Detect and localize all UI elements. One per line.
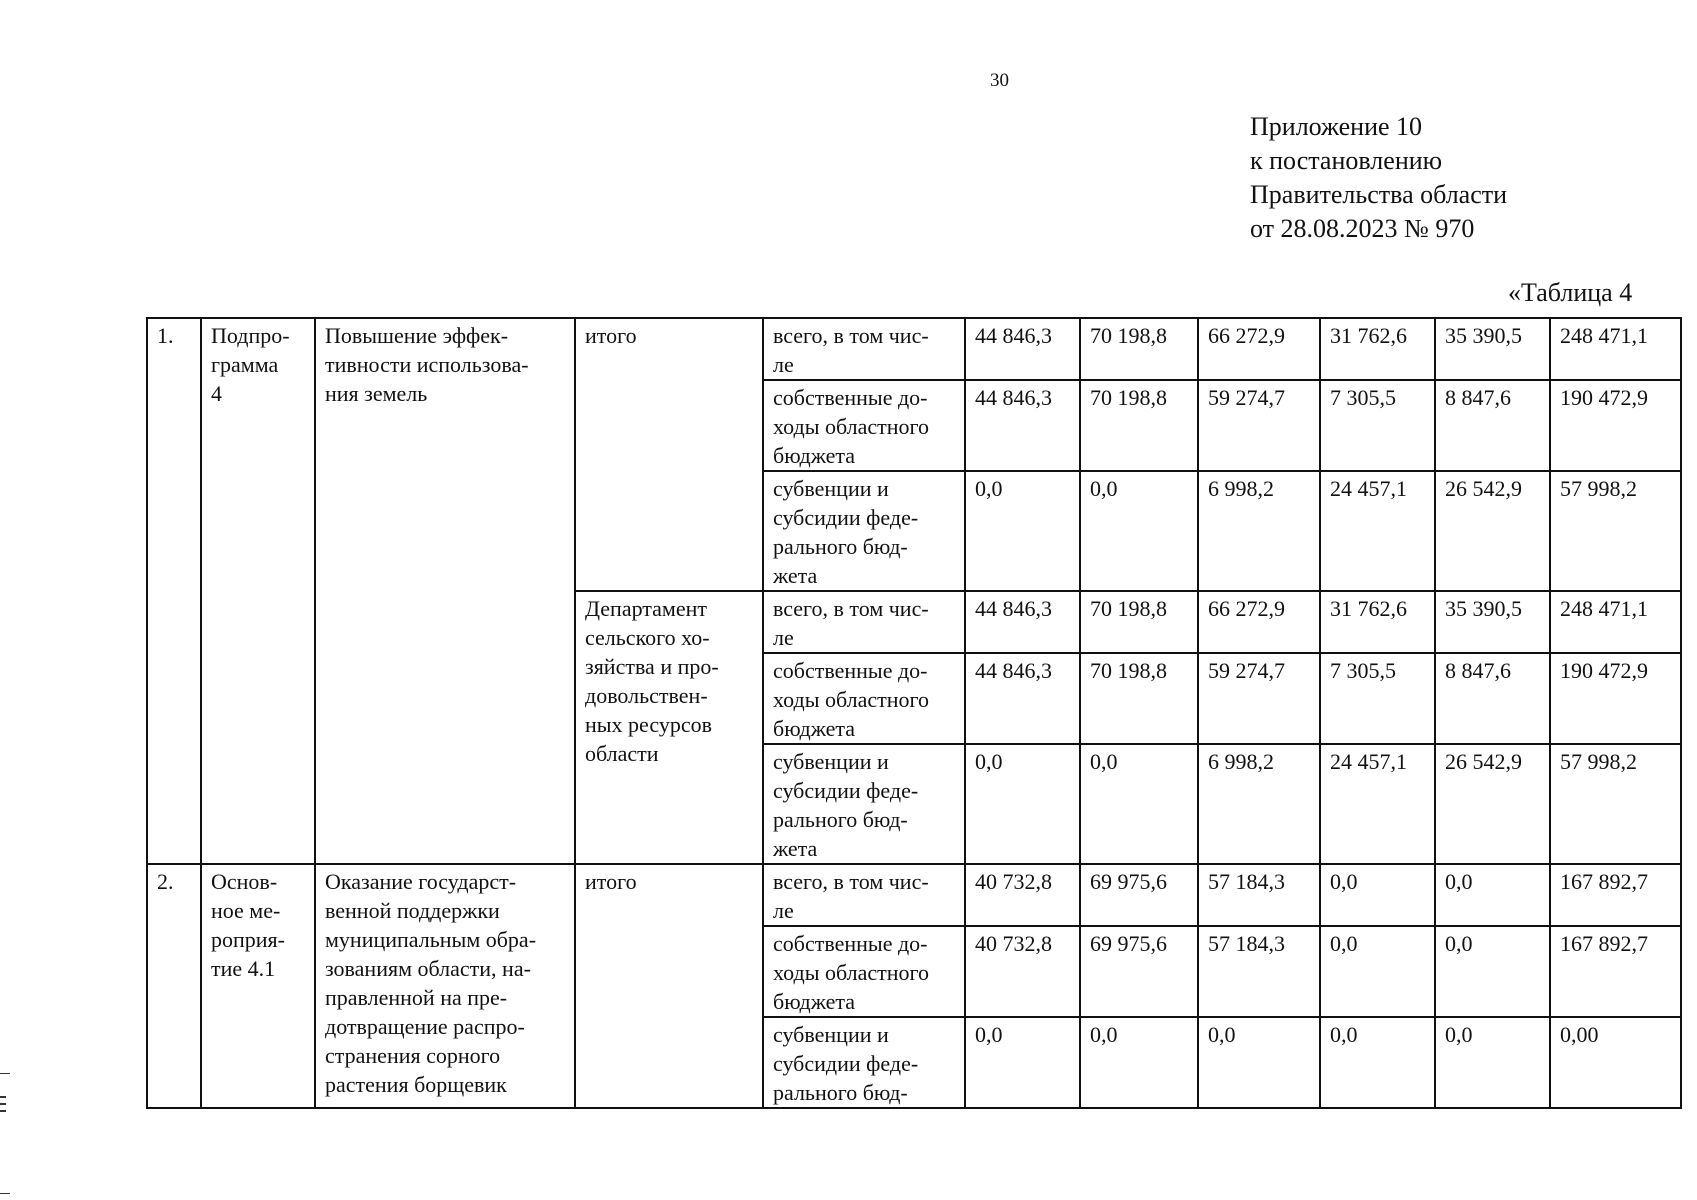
amount-cell: 57 998,2 bbox=[1550, 471, 1681, 591]
amount-cell: 0,0 bbox=[965, 471, 1080, 591]
row-number-cell: 2. bbox=[147, 864, 201, 1108]
table-row bbox=[147, 864, 1681, 926]
funding-source-cell: субвенции и субсидии феде- рального бюд- жета bbox=[763, 744, 965, 864]
amount-cell: 35 390,5 bbox=[1435, 318, 1550, 380]
amount-cell: 57 184,3 bbox=[1198, 864, 1320, 926]
measure-name-cell: Оказание государст- венной поддержки муниципальным обра- зованиям области, на- правленной на пре- дотвращение распро- странения сорного растения борщевик bbox=[315, 864, 575, 1108]
executor-cell: итого bbox=[575, 318, 763, 591]
funding-source-cell: всего, в том чис- ле bbox=[763, 864, 965, 926]
amount-cell: 44 846,3 bbox=[965, 318, 1080, 380]
amount-cell: 190 472,9 bbox=[1550, 380, 1681, 471]
amount-cell: 0,0 bbox=[1080, 744, 1198, 864]
amount-cell: 0,0 bbox=[1435, 864, 1550, 926]
scan-mark bbox=[0, 1193, 10, 1194]
amount-cell: 31 762,6 bbox=[1320, 318, 1435, 380]
amount-cell: 8 847,6 bbox=[1435, 653, 1550, 744]
amount-cell: 59 274,7 bbox=[1198, 380, 1320, 471]
amount-cell: 248 471,1 bbox=[1550, 591, 1681, 653]
page-number: 30 bbox=[990, 70, 1009, 91]
amount-cell: 66 272,9 bbox=[1198, 318, 1320, 380]
measure-kind-cell: Подпро- грамма 4 bbox=[201, 318, 315, 864]
funding-source-cell: всего, в том чис- ле bbox=[763, 318, 965, 380]
amount-cell: 167 892,7 bbox=[1550, 864, 1681, 926]
amount-cell: 70 198,8 bbox=[1080, 653, 1198, 744]
amount-cell: 59 274,7 bbox=[1198, 653, 1320, 744]
budget-table bbox=[146, 317, 1682, 1109]
table-row bbox=[147, 318, 1681, 380]
table-label: «Таблица 4 bbox=[1508, 278, 1633, 307]
amount-cell: 6 998,2 bbox=[1198, 744, 1320, 864]
row-number-cell: 1. bbox=[147, 318, 201, 864]
amount-cell: 26 542,9 bbox=[1435, 744, 1550, 864]
amount-cell: 35 390,5 bbox=[1435, 591, 1550, 653]
amount-cell: 70 198,8 bbox=[1080, 591, 1198, 653]
amount-cell: 190 472,9 bbox=[1550, 653, 1681, 744]
amount-cell: 0,0 bbox=[1320, 864, 1435, 926]
amount-cell: 44 846,3 bbox=[965, 591, 1080, 653]
funding-source-cell: собственные до- ходы областного бюджета bbox=[763, 926, 965, 1017]
amount-cell: 40 732,8 bbox=[965, 864, 1080, 926]
amount-cell: 0,0 bbox=[965, 744, 1080, 864]
amount-cell: 26 542,9 bbox=[1435, 471, 1550, 591]
funding-source-cell: всего, в том чис- ле bbox=[763, 591, 965, 653]
amount-cell: 44 846,3 bbox=[965, 653, 1080, 744]
amount-cell: 70 198,8 bbox=[1080, 318, 1198, 380]
executor-cell: Департамент сельского хо- зяйства и про- довольствен- ных ресурсов области bbox=[575, 591, 763, 864]
scan-mark bbox=[0, 1103, 6, 1105]
amount-cell: 0,0 bbox=[1198, 1017, 1320, 1108]
amount-cell: 0,0 bbox=[1320, 1017, 1435, 1108]
amount-cell: 167 892,7 bbox=[1550, 926, 1681, 1017]
amount-cell: 8 847,6 bbox=[1435, 380, 1550, 471]
executor-cell: итого bbox=[575, 864, 763, 1108]
amount-cell: 40 732,8 bbox=[965, 926, 1080, 1017]
amount-cell: 70 198,8 bbox=[1080, 380, 1198, 471]
scan-mark bbox=[0, 1110, 6, 1112]
amount-cell: 0,00 bbox=[1550, 1017, 1681, 1108]
amount-cell: 7 305,5 bbox=[1320, 380, 1435, 471]
amount-cell: 0,0 bbox=[1435, 1017, 1550, 1108]
appendix-line: к постановлению bbox=[1250, 146, 1443, 175]
amount-cell: 248 471,1 bbox=[1550, 318, 1681, 380]
funding-source-cell: собственные до- ходы областного бюджета bbox=[763, 380, 965, 471]
amount-cell: 0,0 bbox=[1080, 1017, 1198, 1108]
measure-kind-cell: Основ- ное ме- роприя- тие 4.1 bbox=[201, 864, 315, 1108]
appendix-line: Правительства области bbox=[1250, 180, 1508, 209]
appendix-line: Приложение 10 bbox=[1250, 112, 1423, 141]
amount-cell: 31 762,6 bbox=[1320, 591, 1435, 653]
funding-source-cell: субвенции и субсидии феде- рального бюд- жета bbox=[763, 471, 965, 591]
amount-cell: 0,0 bbox=[1320, 926, 1435, 1017]
amount-cell: 0,0 bbox=[1435, 926, 1550, 1017]
amount-cell: 44 846,3 bbox=[965, 380, 1080, 471]
scan-mark bbox=[0, 1073, 10, 1074]
amount-cell: 66 272,9 bbox=[1198, 591, 1320, 653]
scan-mark bbox=[0, 1096, 6, 1098]
funding-source-cell: субвенции и субсидии феде- рального бюд- bbox=[763, 1017, 965, 1108]
amount-cell: 0,0 bbox=[1080, 471, 1198, 591]
amount-cell: 57 184,3 bbox=[1198, 926, 1320, 1017]
amount-cell: 0,0 bbox=[965, 1017, 1080, 1108]
amount-cell: 69 975,6 bbox=[1080, 864, 1198, 926]
appendix-line: от 28.08.2023 № 970 bbox=[1250, 214, 1475, 243]
measure-name-cell: Повышение эффек- тивности использова- ния земель bbox=[315, 318, 575, 864]
appendix-header bbox=[1250, 110, 1507, 246]
amount-cell: 7 305,5 bbox=[1320, 653, 1435, 744]
amount-cell: 24 457,1 bbox=[1320, 744, 1435, 864]
amount-cell: 69 975,6 bbox=[1080, 926, 1198, 1017]
amount-cell: 57 998,2 bbox=[1550, 744, 1681, 864]
amount-cell: 24 457,1 bbox=[1320, 471, 1435, 591]
funding-source-cell: собственные до- ходы областного бюджета bbox=[763, 653, 965, 744]
amount-cell: 6 998,2 bbox=[1198, 471, 1320, 591]
